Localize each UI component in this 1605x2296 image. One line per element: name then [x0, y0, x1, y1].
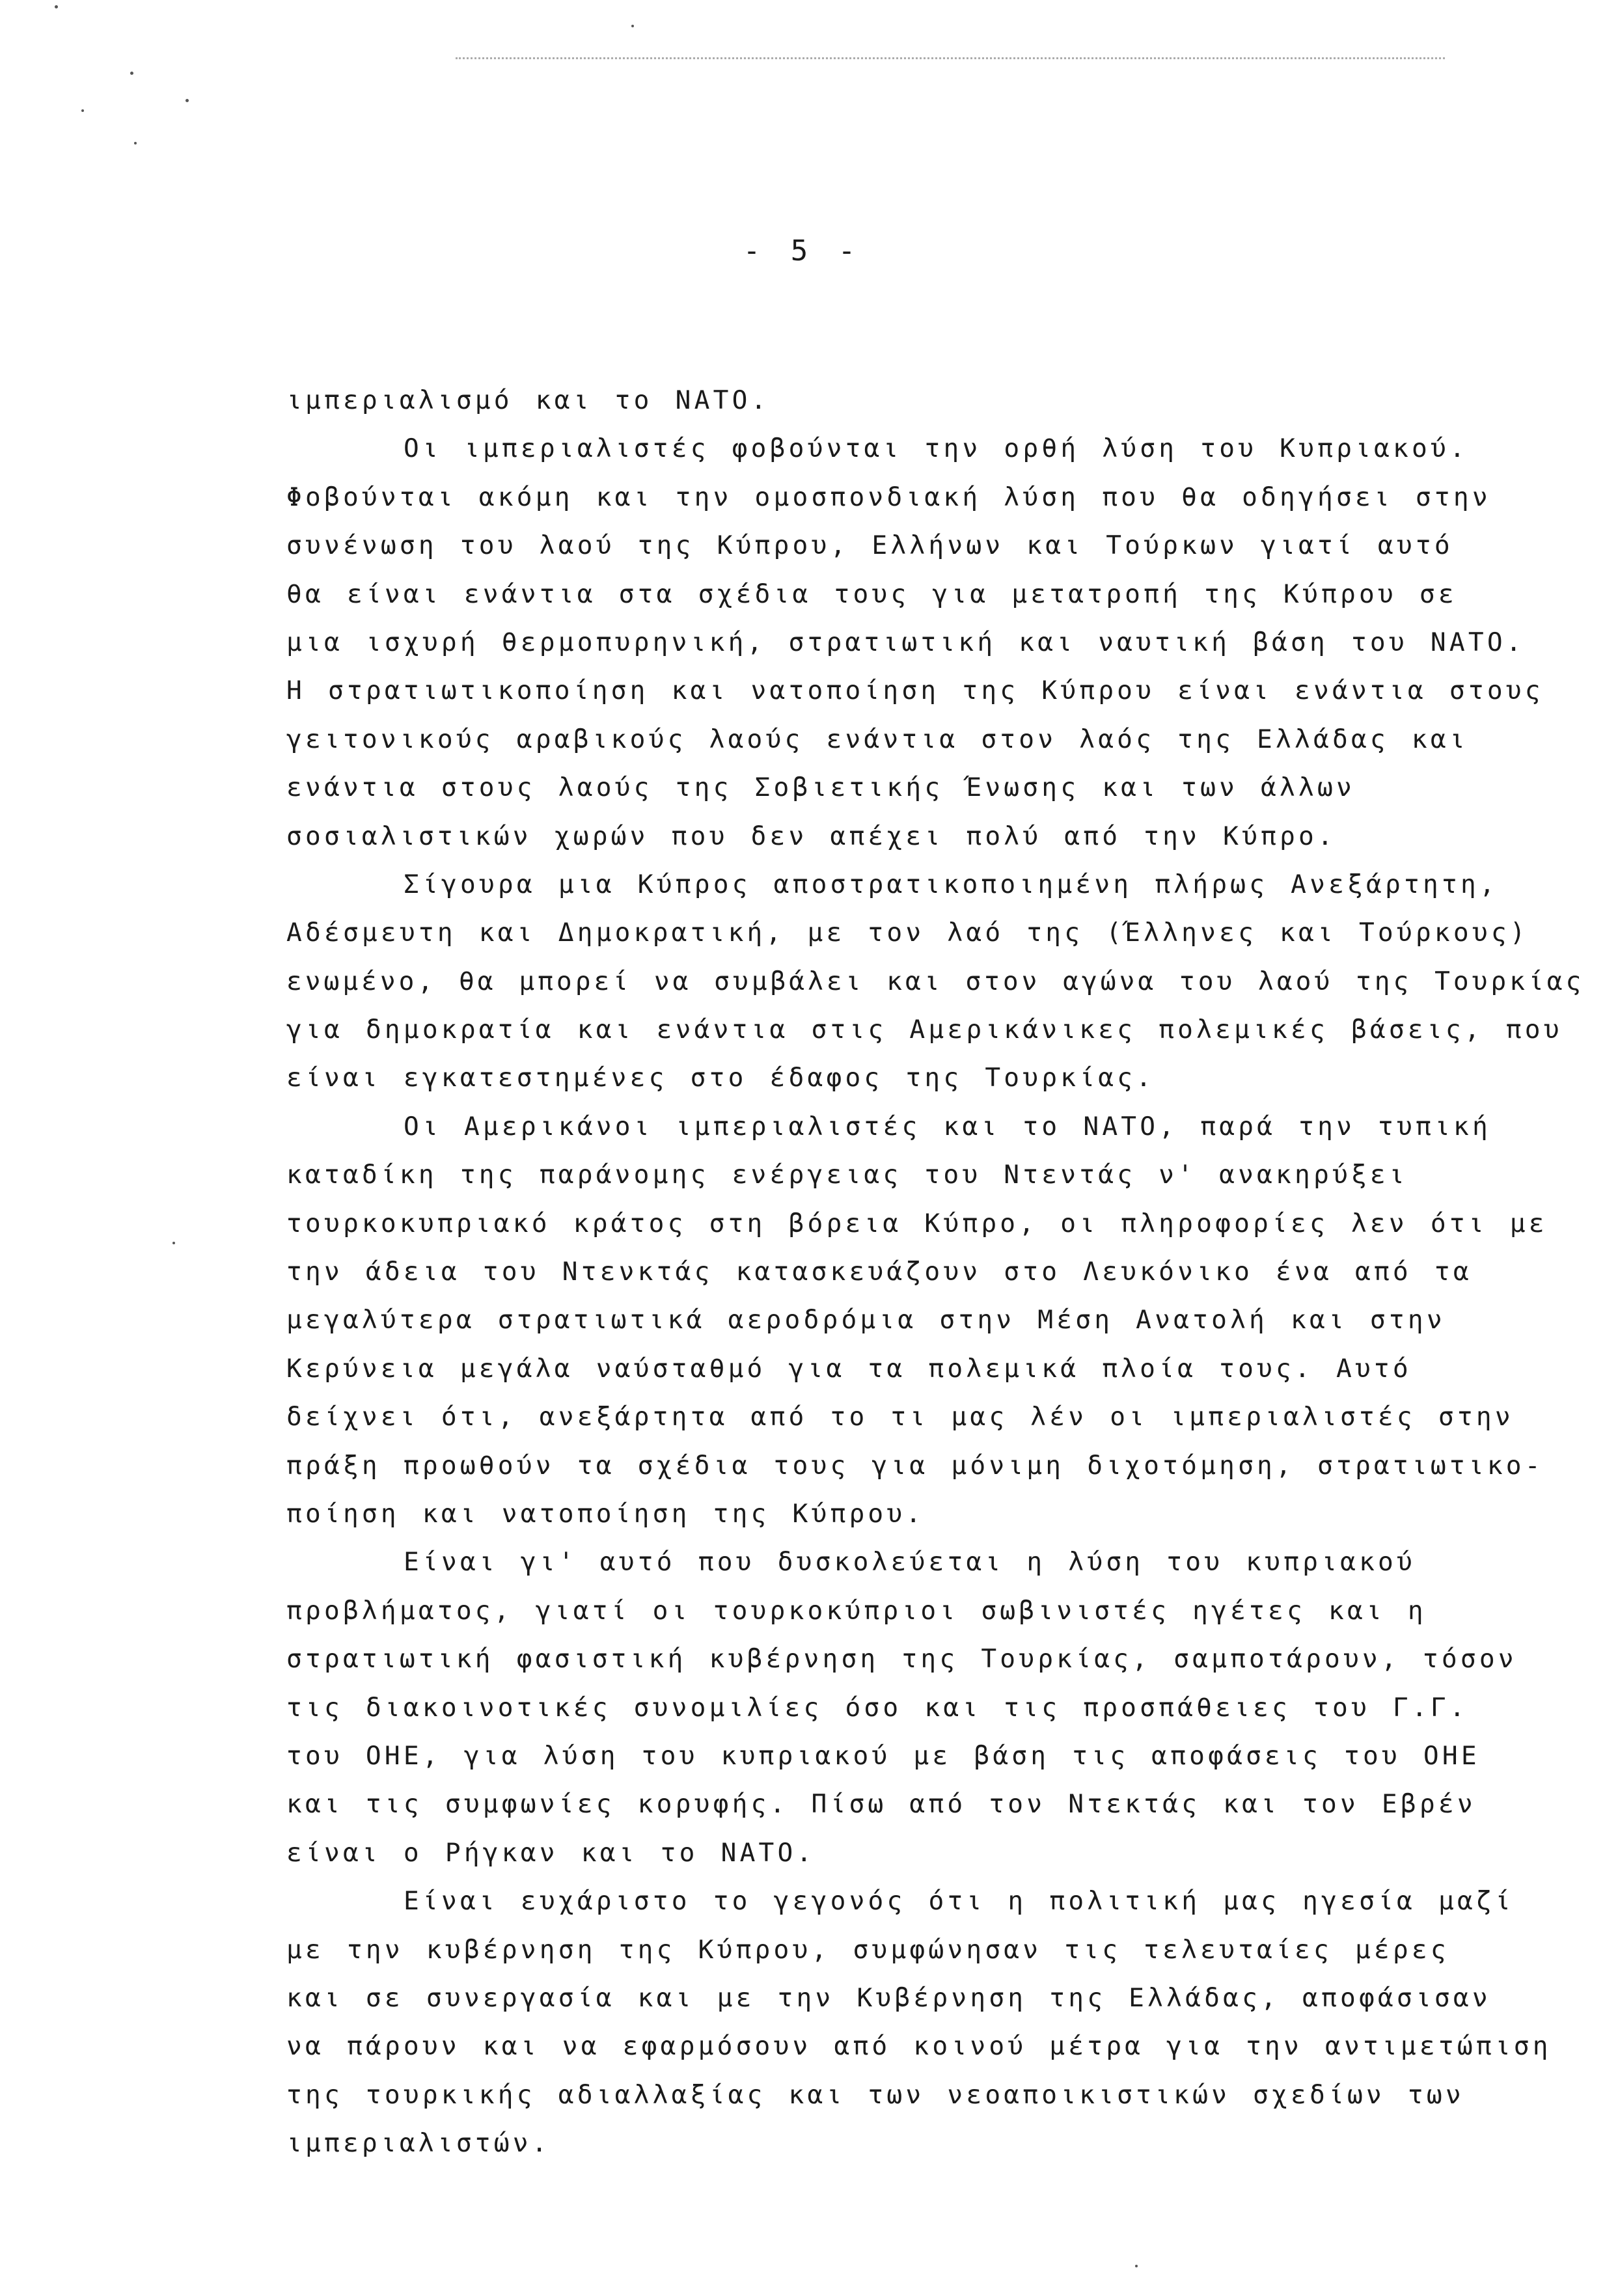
text-line: ενωμένο, θα μπορεί να συμβάλει και στον αγώνα του λαού της Τουρκίας: [286, 966, 1585, 996]
text-line: ιμπεριαλισμό και το ΝΑΤΟ.: [286, 385, 770, 415]
text-line: την άδεια του Ντενκτάς κατασκευάζουν στο Λευκόνικο ένα από τα: [286, 1257, 1472, 1287]
scan-speck: [134, 142, 137, 144]
scan-speck: [631, 25, 634, 27]
text-line: να πάρουν και να εφαρμόσουν από κοινού μέτρα για την αντιμετώπιση: [286, 2031, 1552, 2062]
text-line: της τουρκικής αδιαλλαξίας και των νεοαποικιστικών σχεδίων των: [286, 2079, 1464, 2110]
text-line: Είναι γι' αυτό που δυσκολεύεται η λύση του κυπριακού: [404, 1547, 1416, 1578]
text-line: γειτονικούς αραβικούς λαούς ενάντια στον λαός της Ελλάδας και: [286, 724, 1468, 754]
text-line: με την κυβέρνηση της Κύπρου, συμφώνησαν τις τελευταίες μέρες: [286, 1934, 1449, 1965]
text-line: ποίηση και νατοποίηση της Κύπρου.: [286, 1498, 925, 1529]
scan-speck: [55, 5, 58, 8]
text-line: ιμπεριαλιστών.: [286, 2128, 551, 2159]
text-line: συνένωση του λαού της Κύπρου, Ελλήνων και Τούρκων γιατί αυτό: [286, 530, 1453, 561]
text-line: του ΟΗΕ, για λύση του κυπριακού με βάση τις αποφάσεις του ΟΗΕ: [286, 1740, 1480, 1771]
text-line: πράξη προωθούν τα σχέδια τους για μόνιμη διχοτόμηση, στρατιωτικο-: [286, 1450, 1544, 1481]
text-line: Αδέσμευτη και Δημοκρατική, με τον λαό της (Έλληνες και Τούρκους): [286, 918, 1529, 948]
text-line: δείχνει ότι, ανεξάρτητα από το τι μας λέν οι ιμπεριαλιστές στην: [286, 1402, 1514, 1432]
page-number: - 5 -: [743, 234, 862, 267]
text-line: μια ισχυρή θερμοπυρηνική, στρατιωτική και ναυτική βάση του ΝΑΤΟ.: [286, 627, 1525, 657]
scan-speck: [185, 99, 189, 102]
text-line: προβλήματος, γιατί οι τουρκοκύπριοι σωβινιστές ηγέτες και η: [286, 1595, 1427, 1626]
body-text: [286, 376, 1585, 2167]
text-line: ενάντια στους λαούς της Σοβιετικής Ένωσης και των άλλων: [286, 772, 1355, 803]
text-line: μεγαλύτερα στρατιωτικά αεροδρόμια στην Μέση Ανατολή και στην: [286, 1305, 1446, 1335]
text-line: στρατιωτική φασιστική κυβέρνηση της Τουρκίας, σαμποτάρουν, τόσον: [286, 1644, 1517, 1674]
scan-speck: [81, 109, 84, 112]
text-line: Είναι ευχάριστο το γεγονός ότι η πολιτική μας ηγεσία μαζί: [404, 1886, 1514, 1917]
text-line: θα είναι ενάντια στα σχέδια τους για μετατροπή της Κύπρου σε: [286, 579, 1457, 609]
scan-speck: [130, 72, 133, 75]
text-line: καταδίκη της παράνομης ενέργειας του Ντεντάς ν' ανακηρύξει: [286, 1160, 1408, 1190]
text-line: σοσιαλιστικών χωρών που δεν απέχει πολύ από την Κύπρο.: [286, 821, 1336, 851]
text-line: Οι Αμερικάνοι ιμπεριαλιστές και το ΝΑΤΟ, παρά την τυπική: [404, 1111, 1491, 1141]
text-line: τουρκοκυπριακό κράτος στη βόρεια Κύπρο, οι πληροφορίες λεν ότι με: [286, 1208, 1548, 1238]
scan-speck: [1135, 2265, 1138, 2267]
text-line: Φοβούνται ακόμη και την ομοσπονδιακή λύση που θα οδηγήσει στην: [286, 482, 1491, 512]
text-line: Η στρατιωτικοποίηση και νατοποίηση της Κύπρου είναι ενάντια στους: [286, 676, 1544, 706]
scan-speck: [172, 1242, 175, 1244]
text-line: τις διακοινοτικές συνομιλίες όσο και τις προσπάθειες του Γ.Γ.: [286, 1692, 1468, 1723]
scan-artifact-line: [456, 57, 1445, 63]
text-line: Σίγουρα μια Κύπρος αποστρατικοποιημένη πλήρως Ανεξάρτητη,: [404, 869, 1498, 899]
text-line: Οι ιμπεριαλιστές φοβούνται την ορθή λύση του Κυπριακού.: [404, 433, 1468, 464]
text-line: είναι εγκατεστημένες στο έδαφος της Τουρκίας.: [286, 1063, 1155, 1093]
text-line: Κερύνεια μεγάλα ναύσταθμό για τα πολεμικά πλοία τους. Αυτό: [286, 1353, 1412, 1384]
text-line: και τις συμφωνίες κορυφής. Πίσω από τον Ντεκτάς και τον Εβρέν: [286, 1789, 1476, 1820]
text-line: και σε συνεργασία και με την Κυβέρνηση της Ελλάδας, αποφάσισαν: [286, 1982, 1491, 2013]
text-line: για δημοκρατία και ενάντια στις Αμερικάνικες πολεμικές βάσεις, που: [286, 1015, 1563, 1045]
text-line: είναι ο Ρήγκαν και το ΝΑΤΟ.: [286, 1837, 816, 1868]
